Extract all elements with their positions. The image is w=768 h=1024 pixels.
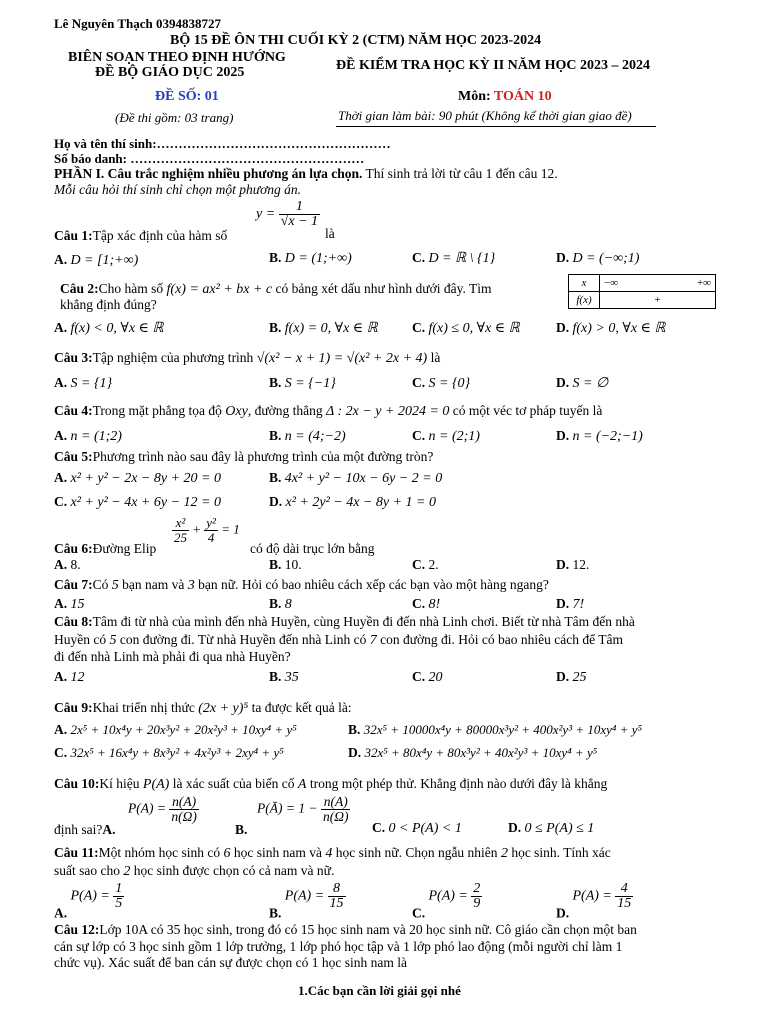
q8-line2c: con đường đi. Hỏi có bao nhiêu cách để Tâm	[380, 632, 623, 647]
q4-option-d[interactable]	[556, 428, 643, 445]
q11-a-num: 1	[115, 881, 123, 896]
q7-label: Câu 7:	[54, 577, 93, 592]
option-text: 0 < P(A) < 1	[388, 821, 462, 836]
q11-b-num: 8	[328, 882, 346, 897]
q7-option-a[interactable]	[54, 596, 85, 613]
q2-function: f(x) = ax² + bx + c	[166, 282, 273, 297]
option-text: S = ∅	[572, 376, 609, 391]
question-9	[54, 700, 352, 717]
q11-line2a: suất sao cho	[54, 863, 120, 878]
pages-note: (Đề thi gồm: 03 trang)	[115, 110, 234, 125]
q11-c-lhs: P(A) =	[428, 888, 468, 904]
option-text: D = (−∞;1)	[572, 251, 640, 266]
q10-tail: trong một phép thử. Khẳng định nào dưới đây là khẳng	[309, 776, 608, 791]
question-8	[54, 614, 635, 630]
q10-letter-b	[235, 822, 247, 838]
subject-name: TOÁN 10	[493, 89, 552, 104]
option-letter: C.	[54, 494, 68, 509]
candidate-name-field: Họ và tên thí sinh:………………………………………………	[54, 136, 391, 151]
option-text: 32x⁵ + 80x⁴y + 80x³y² + 40x²y³ + 10xy⁴ + y⁵	[364, 745, 598, 760]
q3-equation: √(x² − x + 1) = √(x² + 2x + 4)	[256, 351, 428, 366]
q8-n1: 5	[109, 633, 117, 648]
option-letter: B.	[348, 722, 361, 737]
q10-b-num: n(A)	[321, 795, 351, 810]
q11-n1: 6	[223, 846, 231, 861]
q11-text4: học sinh. Tính xác	[511, 845, 611, 860]
q9-option-c[interactable]	[54, 745, 284, 761]
q6-option-c[interactable]	[412, 557, 439, 573]
q9-option-a[interactable]	[54, 722, 297, 738]
option-text: 8	[284, 597, 292, 612]
question-1	[54, 228, 227, 244]
q10-text: Kí hiệu	[99, 776, 140, 791]
q10-pa: P(A)	[142, 777, 170, 792]
q7-text3: bạn nữ. Hỏi có bao nhiêu cách xếp các bạn vào một hàng ngang?	[198, 577, 549, 592]
q10-a-fraction	[169, 795, 199, 824]
time-note: Thời gian làm bài: 90 phút (Không kể thời gian giao đề)	[338, 108, 632, 123]
q1-fn-num: 1	[279, 200, 320, 215]
option-letter: D.	[269, 494, 283, 509]
q6-label: Câu 6:	[54, 541, 93, 556]
option-text: D = [1;+∞)	[70, 253, 139, 268]
q11-option-b[interactable]	[269, 882, 346, 922]
q4-option-b[interactable]	[269, 428, 346, 445]
option-text: f(x) < 0, ∀x ∈ ℝ	[70, 321, 164, 336]
q4-option-a[interactable]	[54, 428, 122, 445]
option-letter: D.	[556, 320, 570, 335]
question-2	[60, 281, 492, 298]
option-letter: A.	[54, 596, 68, 611]
question-11	[54, 845, 611, 862]
option-letter: B.	[269, 320, 282, 335]
option-text: x² + y² − 2x − 8y + 20 = 0	[70, 471, 221, 486]
q11-a-lhs: P(A) =	[70, 888, 110, 904]
q8-line2	[54, 632, 623, 649]
q2-option-d[interactable]	[556, 320, 666, 337]
option-letter: C.	[54, 745, 68, 760]
q8-line2b: con đường đi. Từ nhà Huyền đến nhà Linh có	[119, 632, 367, 647]
option-letter: C.	[372, 820, 386, 835]
q10-line2	[54, 822, 116, 838]
q11-a-den: 5	[115, 896, 123, 911]
q8-line1: Tâm đi từ nhà của mình đến nhà Huyền, cùng Huyền đi đến nhà Linh chơi. Biết từ nhà Tâm đến nhà	[92, 614, 635, 629]
option-text: x² + y² − 4x + 6y − 12 = 0	[70, 495, 221, 510]
part1-instruction: Thí sinh trả lời từ câu 1 đến câu 12.	[362, 166, 558, 181]
q10-a-den: n(Ω)	[171, 809, 197, 824]
q9-text: Khai triển nhị thức	[92, 700, 195, 715]
q11-c-den: 9	[473, 896, 481, 911]
option-text: n = (2;1)	[428, 429, 480, 444]
q10-a-num: n(A)	[169, 795, 199, 810]
q3-text: Tập nghiệm của phương trình	[92, 350, 254, 365]
q4-tail: có một véc tơ pháp tuyến là	[452, 403, 603, 418]
header-divider	[336, 126, 656, 127]
option-letter: C.	[412, 669, 426, 684]
q4-text: Trong mặt phẳng tọa độ	[92, 403, 222, 418]
option-letter: D.	[348, 745, 362, 760]
q11-line2b: học sinh được chọn có cả nam và nữ.	[133, 863, 335, 878]
option-text: f(x) > 0, ∀x ∈ ℝ	[572, 321, 666, 336]
author-line: Lê Nguyên Thạch 0394838727	[54, 16, 221, 31]
q11-n3: 2	[500, 846, 508, 861]
option-text: 32x⁵ + 16x⁴y + 8x³y² + 4x²y³ + 2xy⁴ + y⁵	[70, 745, 284, 760]
q11-label: Câu 11:	[54, 845, 99, 860]
option-text: D = (1;+∞)	[284, 251, 352, 266]
exam-title: ĐỀ KIỂM TRA HỌC KỲ II NĂM HỌC 2023 – 2024	[336, 58, 650, 73]
q11-b-lhs: P(A) =	[284, 888, 325, 904]
option-letter: C.	[412, 596, 426, 611]
sign-table-neg-inf: −∞	[604, 277, 619, 289]
option-text: 35	[284, 670, 299, 685]
q11-d-fraction	[615, 882, 633, 911]
q8-n2: 7	[369, 633, 377, 648]
option-text: 12.	[572, 557, 590, 572]
q11-d-num: 4	[615, 882, 633, 897]
q11-c-fraction	[471, 882, 482, 911]
q6-den-y: 4	[207, 530, 215, 545]
question-7	[54, 577, 549, 594]
q6-eq-one: = 1	[221, 521, 240, 537]
question-6	[54, 541, 156, 557]
option-letter: A.	[54, 252, 68, 267]
sign-table	[568, 274, 716, 309]
q10-option-b[interactable]	[257, 795, 350, 824]
q12-line3: chức vụ). Xác suất để ban cán sự được chọn có 1 học sinh nam là	[54, 955, 407, 970]
q2-option-b[interactable]	[269, 320, 378, 337]
q1-tail: là	[325, 226, 335, 241]
q8-option-b[interactable]	[269, 669, 299, 686]
q1-label: Câu 1:	[54, 228, 93, 243]
q10-a-lhs: P(A) =	[128, 800, 166, 816]
q6-ellipse-equation: $\frac{\text{x²}}{25}$ + $\frac{\text{y²}}{4}$ = 1	[174, 515, 240, 545]
option-text: 15	[70, 597, 85, 612]
option-text: f(x) ≤ 0, ∀x ∈ ℝ	[428, 321, 520, 336]
option-letter: A.	[54, 470, 68, 485]
q11-n2: 4	[325, 846, 333, 861]
q10-label: Câu 10:	[54, 776, 100, 791]
option-text: S = {1}	[70, 376, 113, 391]
option-text: 32x⁵ + 10000x⁴y + 80000x³y² + 400x²y³ + 10xy⁴ + y⁵	[363, 722, 642, 737]
option-letter: B.	[269, 428, 282, 443]
q7-n1: 5	[111, 578, 119, 593]
q10-option-d[interactable]	[508, 820, 594, 837]
q12-line1: Lớp 10A có 35 học sinh, trong đó có 15 học sinh nam và 20 học sinh nữ. Cô giáo cần chọn một ban	[99, 922, 637, 937]
q7-text2: bạn nam và	[122, 577, 185, 592]
option-text: 2x⁵ + 10x⁴y + 20x³y² + 20x²y³ + 10xy⁴ + y⁵	[70, 722, 297, 737]
q2-option-c[interactable]	[412, 320, 520, 337]
q6-option-b[interactable]	[269, 557, 302, 573]
option-text: 2.	[428, 557, 439, 572]
option-letter: B.	[269, 905, 282, 921]
option-letter: A.	[54, 722, 68, 737]
q5-option-d[interactable]	[269, 494, 436, 511]
q1-option-b[interactable]	[269, 250, 352, 267]
q2-option-a[interactable]	[54, 320, 164, 337]
q8-line3: đi đến nhà Linh mà phải đi qua nhà Huyền?	[54, 649, 291, 664]
header-left-line2: ĐỀ BỘ GIÁO DỤC 2025	[95, 65, 245, 80]
q11-n4: 2	[123, 864, 131, 879]
q4-option-c[interactable]	[412, 428, 480, 445]
q6-fraction-y	[204, 516, 218, 545]
candidate-id-field: Số báo danh: ………………………………………………	[54, 151, 365, 166]
q5-option-b[interactable]	[269, 470, 442, 487]
q11-line2	[54, 863, 334, 880]
q10-b-den: n(Ω)	[322, 809, 349, 824]
option-letter: D.	[556, 596, 570, 611]
q6-text: Đường Elip	[92, 541, 157, 556]
option-letter: C.	[412, 375, 426, 390]
option-letter: C.	[412, 905, 426, 921]
q8-option-d[interactable]	[556, 669, 587, 686]
q6-num-y: y²	[206, 515, 216, 530]
q9-tail: ta được kết quả là:	[251, 700, 352, 715]
q3-label: Câu 3:	[54, 350, 93, 365]
option-text: 12	[70, 670, 85, 685]
option-letter: B.	[269, 557, 282, 572]
footer-note: 1.Các bạn cần lời giải gọi nhé	[298, 983, 461, 998]
q1-option-d[interactable]	[556, 250, 639, 267]
q4-oxy: Oxy	[225, 404, 248, 419]
option-letter: A.	[54, 669, 68, 684]
question-12	[54, 922, 637, 938]
q11-c-num: 2	[473, 881, 481, 896]
q4-label: Câu 4:	[54, 403, 93, 418]
option-text: 8.	[70, 557, 81, 572]
sign-table-pos-inf: +∞	[696, 277, 711, 289]
q1-fn-den: √x − 1	[280, 214, 319, 229]
question-10	[54, 776, 607, 793]
q7-option-d[interactable]	[556, 596, 584, 613]
q2-text: Cho hàm số	[98, 281, 164, 296]
option-text: 0 ≤ P(A) ≤ 1	[524, 821, 595, 836]
option-text: 7!	[572, 597, 585, 612]
option-letter: B.	[269, 250, 282, 265]
q10-b-lhs: P(Ā) = 1 −	[257, 800, 318, 816]
option-text: n = (−2;−1)	[572, 429, 643, 444]
q11-text2: học sinh nam và	[233, 845, 322, 860]
q10-letter-a: A.	[102, 822, 116, 837]
q6-option-a[interactable]	[54, 557, 81, 573]
q12-line2: cán sự lớp có 3 học sinh gồm 1 lớp trưởng, 1 lớp phó học tập và 1 lớp phó lao động (mỗi người chỉ làm 1	[54, 939, 623, 954]
option-text: S = {0}	[428, 376, 471, 391]
option-text: S = {−1}	[284, 376, 336, 391]
q11-d-lhs: P(A) =	[572, 888, 612, 904]
q2-tail: có bảng xét dấu như hình dưới đây. Tìm	[275, 281, 492, 296]
q3-option-a[interactable]	[54, 375, 112, 392]
q11-b-fraction	[328, 882, 346, 911]
option-letter: B.	[269, 375, 282, 390]
q10-mid: là xác suất của biến cố	[172, 776, 295, 791]
option-text: 8!	[428, 597, 441, 612]
option-letter: D.	[556, 557, 570, 572]
q10-line2-text: định sai?	[54, 822, 103, 837]
option-letter: A.	[54, 320, 68, 335]
sign-table-fx: f(x)	[569, 292, 600, 309]
option-letter: D.	[556, 428, 570, 443]
option-letter: B.	[235, 822, 248, 837]
q7-option-c[interactable]	[412, 596, 440, 613]
q11-text1: Một nhóm học sinh có	[98, 845, 221, 860]
option-letter: D.	[556, 669, 570, 684]
exam-number: ĐỀ SỐ: 01	[155, 89, 219, 104]
q10-option-a[interactable]	[128, 795, 199, 824]
question-3	[54, 350, 440, 367]
option-letter: A.	[54, 428, 68, 443]
q11-option-d[interactable]	[556, 882, 633, 922]
question-4	[54, 403, 602, 420]
option-text: n = (1;2)	[70, 429, 122, 444]
q5-option-c[interactable]	[54, 494, 221, 511]
q9-binomial: (2x + y)⁵	[198, 701, 249, 716]
q1-option-a[interactable]	[54, 252, 138, 269]
q8-option-a[interactable]	[54, 669, 85, 686]
q4-line-equation: Δ : 2x − y + 2024 = 0	[326, 404, 450, 419]
q10-b-fraction	[321, 795, 351, 824]
q5-label: Câu 5:	[54, 449, 93, 464]
option-text: 25	[572, 670, 587, 685]
q2-label: Câu 2:	[60, 281, 99, 296]
q6-option-d[interactable]	[556, 557, 589, 573]
sign-table-sign: +	[600, 292, 716, 309]
q9-option-b[interactable]	[348, 722, 642, 738]
q1-option-c[interactable]	[412, 250, 495, 267]
option-letter: D.	[508, 820, 522, 835]
option-letter: D.	[556, 905, 570, 921]
option-letter: D.	[556, 375, 570, 390]
option-letter: C.	[412, 320, 426, 335]
option-letter: B.	[269, 596, 282, 611]
q1-fraction	[279, 200, 320, 229]
option-letter: D.	[556, 250, 570, 265]
subject-label: Môn:	[458, 89, 494, 104]
q3-option-d[interactable]	[556, 375, 608, 392]
option-letter: A.	[54, 375, 68, 390]
q9-label: Câu 9:	[54, 700, 93, 715]
part1-note: Mỗi câu hỏi thí sinh chỉ chọn một phương án.	[54, 182, 302, 197]
q6-tail: có độ dài trục lớn bằng	[250, 541, 375, 556]
option-text: n = (4;−2)	[284, 429, 346, 444]
q5-text: Phương trình nào sau đây là phương trình của một đường tròn?	[92, 449, 434, 464]
q11-d-den: 15	[617, 896, 632, 911]
option-letter: A.	[54, 905, 68, 921]
q7-text1: Có	[92, 577, 109, 592]
q11-option-c[interactable]	[412, 882, 482, 922]
q3-option-c[interactable]	[412, 375, 470, 392]
q3-option-b[interactable]	[269, 375, 336, 392]
option-text: 10.	[284, 557, 302, 572]
series-title: BỘ 15 ĐỀ ÔN THI CUỐI KỲ 2 (CTM) NĂM HỌC 2023-2024	[170, 33, 542, 48]
q8-line2a: Huyền có	[54, 632, 107, 647]
q11-b-den: 15	[329, 896, 344, 911]
part1-title: PHẦN I. Câu trắc nghiệm nhiều phương án lựa chọn.	[54, 166, 363, 181]
sign-table-range	[600, 275, 716, 292]
option-letter: B.	[269, 669, 282, 684]
q6-num-x: x²	[172, 516, 189, 531]
q2-line2: khẳng định đúng?	[60, 297, 157, 312]
option-letter: B.	[269, 470, 282, 485]
q12-label: Câu 12:	[54, 922, 100, 937]
q8-option-c[interactable]	[412, 669, 443, 686]
option-letter: A.	[54, 557, 68, 572]
q9-option-d[interactable]	[348, 745, 597, 761]
header-left-line1: BIÊN SOẠN THEO ĐỊNH HƯỚNG	[68, 50, 286, 65]
q5-option-a[interactable]	[54, 470, 221, 487]
option-text: 20	[428, 670, 443, 685]
q11-option-a[interactable]	[54, 882, 124, 922]
q6-den-x: 25	[174, 530, 187, 545]
option-letter: C.	[412, 428, 426, 443]
q1-text: Tập xác định của hàm số	[92, 228, 228, 243]
q7-n2: 3	[187, 578, 195, 593]
q1-function	[256, 200, 320, 229]
q11-a-fraction	[113, 882, 124, 911]
subject-line	[458, 89, 552, 105]
option-letter: C.	[412, 250, 426, 265]
q10-a: A	[297, 777, 307, 792]
q8-label: Câu 8:	[54, 614, 93, 629]
question-5	[54, 449, 433, 465]
q6-fraction-x	[172, 516, 189, 545]
q4-mid: , đường thẳng	[247, 403, 323, 418]
q7-option-b[interactable]	[269, 596, 292, 613]
q10-option-c[interactable]	[372, 820, 462, 837]
q11-text3: học sinh nữ. Chọn ngẫu nhiên	[335, 845, 498, 860]
option-text: 4x² + y² − 10x − 6y − 2 = 0	[284, 471, 443, 486]
q3-tail: là	[430, 350, 441, 365]
option-text: x² + 2y² − 4x − 8y + 1 = 0	[285, 495, 436, 510]
option-text: f(x) = 0, ∀x ∈ ℝ	[284, 321, 378, 336]
option-letter: C.	[412, 557, 426, 572]
part1-heading	[54, 166, 558, 182]
q1-fn-y: y =	[256, 206, 276, 222]
sign-table-x: x	[569, 275, 600, 292]
option-text: D = ℝ \ {1}	[428, 251, 496, 266]
